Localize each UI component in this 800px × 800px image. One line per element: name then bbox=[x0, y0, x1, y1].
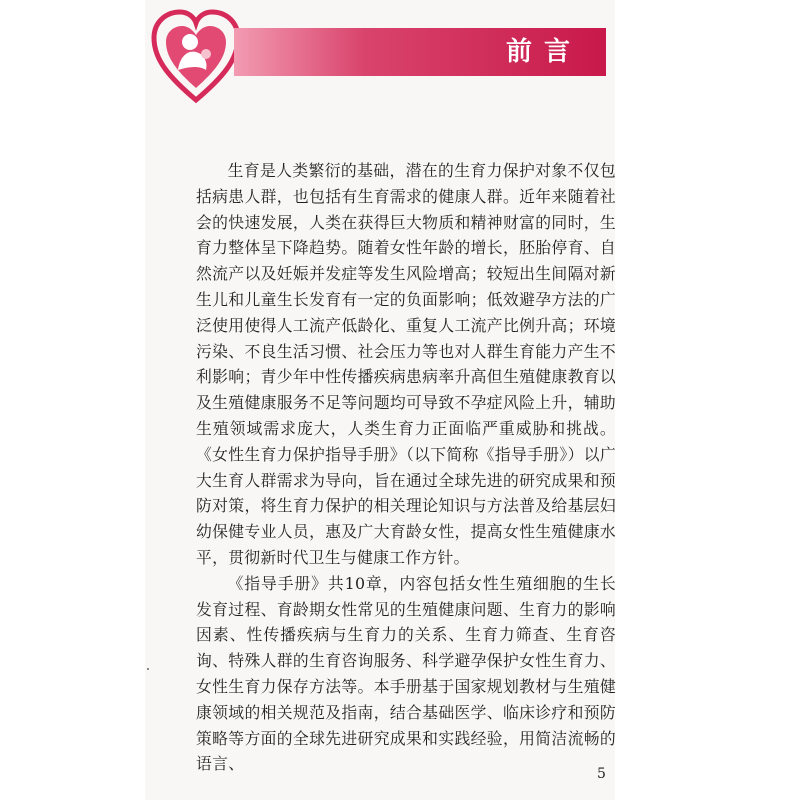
scan-speck bbox=[147, 668, 149, 670]
heart-mother-child-icon bbox=[150, 8, 242, 104]
page-number: 5 bbox=[597, 766, 606, 782]
paragraph: 生育是人类繁衍的基础，潜在的生育力保护对象不仅包括病患人群，也包括有生育需求的健康人群。近年来随着社会的快速发展，人类在获得巨大物质和精神财富的同时，生育力整体呈下降趋势。随着女性年龄的增长，胚胎停育、自然流产以及妊娠并发症等发生风险增高；较短出生间隔对新生儿和儿童生长发育有一定的负面影响；低效避孕方法的广泛使用使得人工流产低龄化、重复人工流产比例升高；环境污染、不良生活习惯、社会压力等也对人群生育能力产生不利影响；青少年中性传播疾病患病率升高但生殖健康教育以及生殖健康服务不足等问题均可导致不孕症风险上升，辅助生殖领域需求庞大，人类生育力正面临严重威胁和挑战。《女性生育力保护指导手册》（以下简称《指导手册》）以广大生育人群需求为导向，旨在通过全球先进的研究成果和预防对策，将生育力保护的相关理论知识与方法普及给基层妇幼保健专业人员，惠及广大育龄女性，提高女性生殖健康水平，贯彻新时代卫生与健康工作方针。 bbox=[196, 161, 616, 567]
paragraph: 《指导手册》共10章，内容包括女性生殖细胞的生长发育过程、育龄期女性常见的生殖健康问题、生育力的影响因素、性传播疾病与生育力的关系、生育力筛查、生育咨询、特殊人群的生育咨询服务、科学避孕保护女性生育力、女性生育力保存方法等。本手册基于国家规划教材与生殖健康领域的相关规范及指南，结合基础医学、临床诊疗和预防策略等方面的全球先进研究成果和实践经验，用简洁流畅的语言、 bbox=[196, 573, 616, 774]
header-banner bbox=[234, 28, 606, 76]
page-title: 前言 bbox=[505, 37, 582, 67]
body-text bbox=[196, 158, 616, 777]
